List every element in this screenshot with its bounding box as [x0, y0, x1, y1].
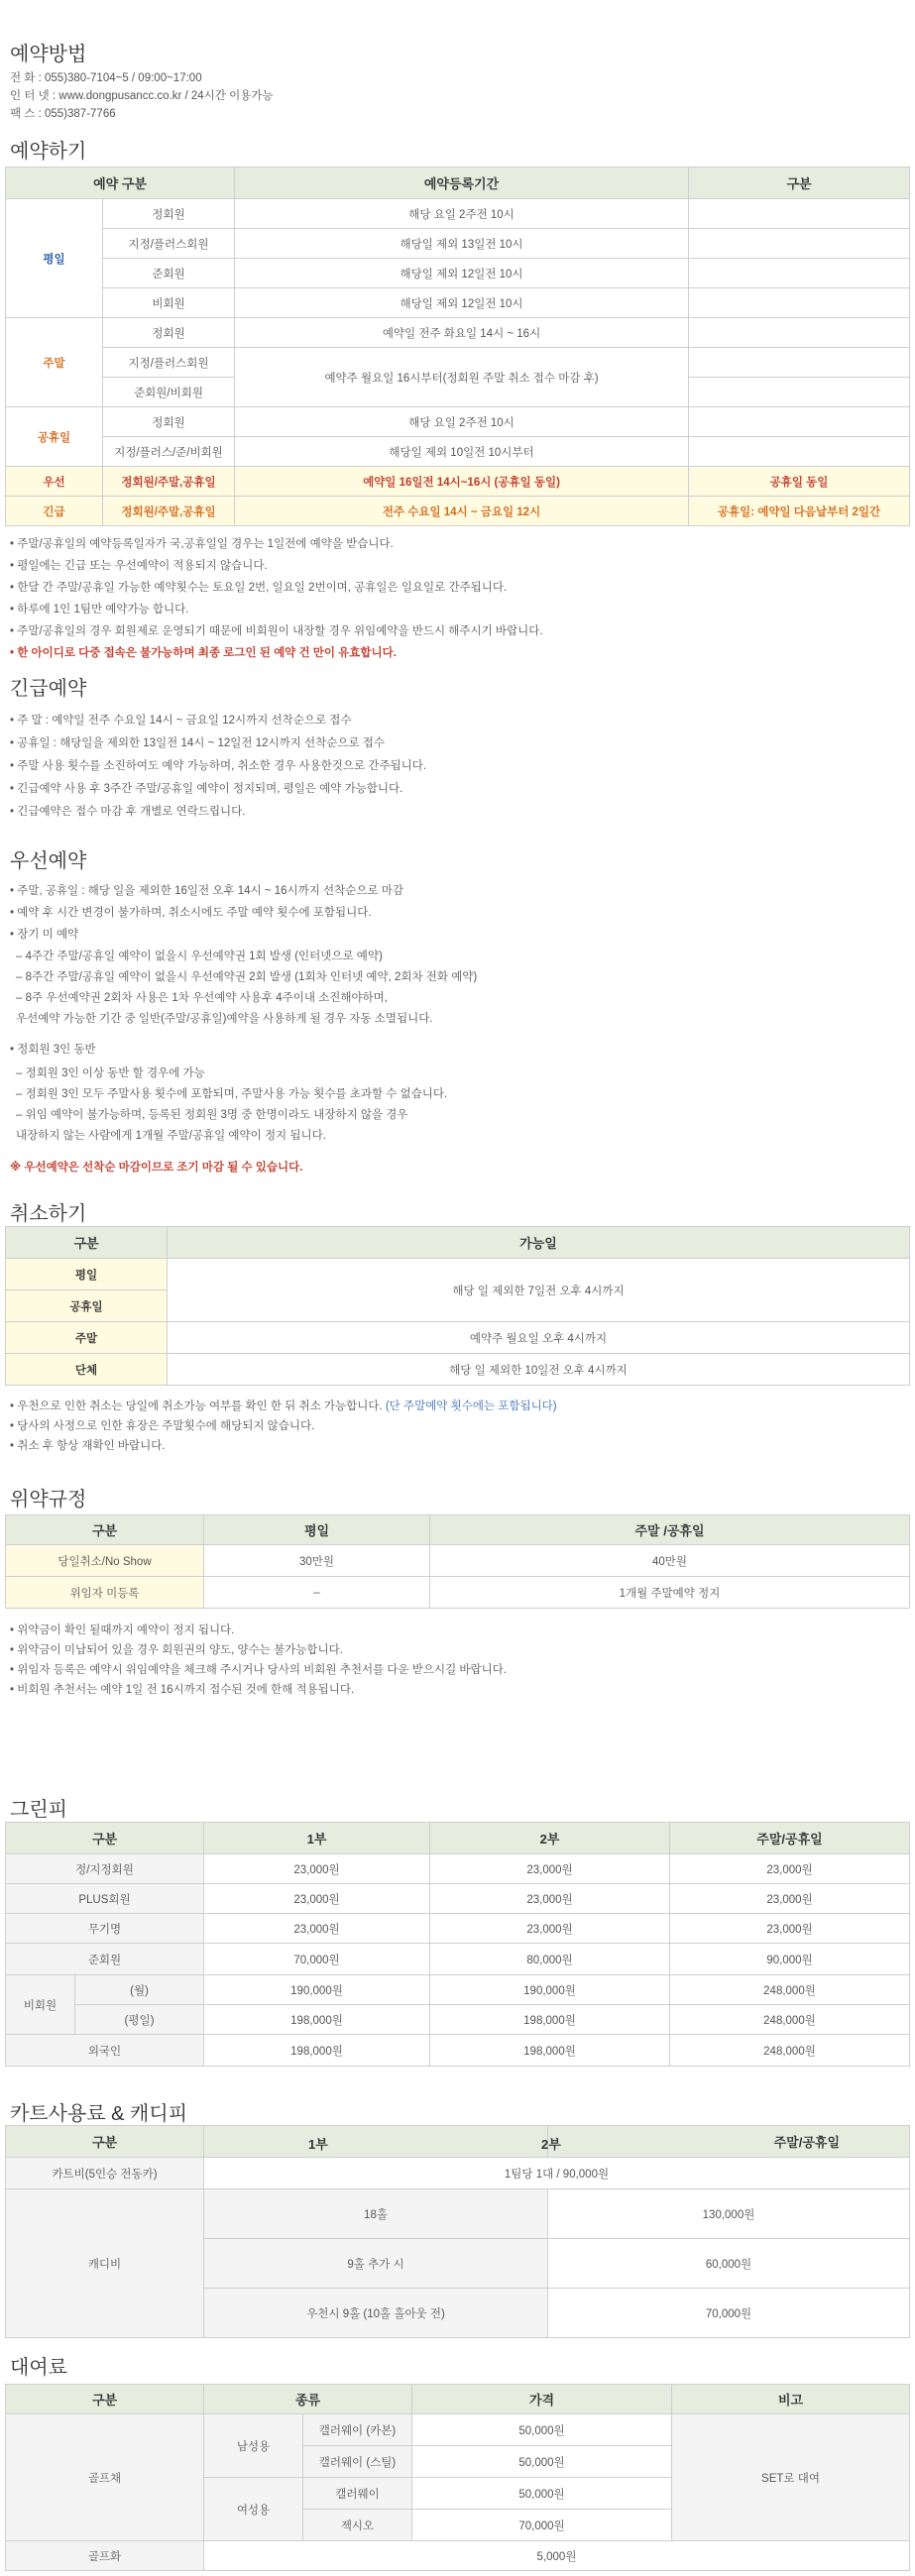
- header-note: 비고: [672, 2385, 910, 2414]
- cell: 지정/플러스회원: [103, 229, 235, 259]
- cell: [689, 378, 910, 407]
- phone-line: 전 화 : 055)380-7104~5 / 09:00~17:00: [10, 72, 202, 84]
- priority-line: – 8주 우선예약권 2회차 사용은 1차 우선예약 사용후 4주이내 소진해야하며,: [16, 992, 388, 1004]
- cell: 248,000원: [670, 1975, 910, 2005]
- cancel-type: 공휴일: [6, 1290, 168, 1322]
- priority-line: • 예약 후 시간 변경이 불가하며, 취소시에도 주말 예약 횟수에 포함됩니다.: [10, 907, 372, 919]
- urgent-line: • 공휴일 : 해당일을 제외한 13일전 14시 ~ 12일전 12시까지 선착순으로 접수: [10, 737, 385, 749]
- group-weekday: 평일: [6, 199, 103, 318]
- cell: 지정/플러스/준/비회원: [103, 437, 235, 467]
- cell: 예약일 전주 화요일 14시 ~ 16시: [235, 318, 689, 348]
- cancel-note-highlight: (단 주말예약 횟수에는 포함됩니다): [385, 1400, 557, 1412]
- cancel-note: • 취소 후 항상 재확인 바랍니다.: [10, 1440, 166, 1452]
- booking-note: • 한달 간 주말/공휴일 가능한 예약횟수는 토요일 2번, 일요일 2번이며, 공휴일은 일요일로 간주됩니다.: [10, 582, 508, 594]
- urgent-line: • 주말 사용 횟수를 소진하여도 예약 가능하며, 취소한 경우 사용한것으로 간주됩니다.: [10, 760, 427, 772]
- caddie-type: 18홀: [204, 2189, 548, 2239]
- cell: 190,000원: [430, 1975, 670, 2005]
- urgent-line: • 주 말 : 예약일 전주 수요일 14시 ~ 금요일 12시까지 선착순으로 접수: [10, 715, 352, 727]
- fee-type: 준회원: [6, 1944, 204, 1975]
- cell: 해당 요일 2주전 10시: [235, 407, 689, 437]
- fee-type: 정/지정회원: [6, 1854, 204, 1884]
- priority-line: – 4주간 주말/공휴일 예약이 없을시 우선예약권 1회 발생 (인터넷으로 예약): [16, 951, 383, 962]
- rental-table: [5, 2384, 910, 2571]
- cancel-type: 단체: [6, 1354, 168, 1386]
- club-price: 50,000원: [412, 2446, 672, 2478]
- cancel-note: • 당사의 사정으로 인한 휴장은 주말횟수에 해당되지 않습니다.: [10, 1420, 315, 1432]
- cell: 정회원/주말,공휴일: [103, 467, 235, 497]
- cell: 248,000원: [670, 2005, 910, 2035]
- cell: 23,000원: [670, 1884, 910, 1914]
- header-weekend: 주말 /공휴일: [430, 1515, 910, 1545]
- cell: 23,000원: [204, 1884, 430, 1914]
- penalty-note: • 위약금이 확인 될때까지 예약이 정지 됩니다.: [10, 1624, 235, 1636]
- cell: 40만원: [430, 1545, 910, 1577]
- cell: 23,000원: [430, 1884, 670, 1914]
- cell: 비회원: [103, 288, 235, 318]
- group-priority: 우선: [6, 467, 103, 497]
- booking-note: • 주말/공휴일의 경우 회원제로 운영되기 때문에 비회원이 내장할 경우 위임예약을 반드시 해주시기 바랍니다.: [10, 625, 543, 637]
- cart-label: 카트비(5인승 전동카): [6, 2158, 204, 2189]
- penalty-table: [5, 1514, 910, 1609]
- penalty-type: 당일취소/No Show: [6, 1545, 204, 1577]
- cart-caddie-table: [5, 2125, 910, 2338]
- cancel-type: 평일: [6, 1259, 168, 1290]
- cell: [689, 437, 910, 467]
- club-name: 캘러웨이 (카본): [303, 2414, 412, 2446]
- urgent-booking-title: 긴급예약: [10, 678, 87, 700]
- cell: 30만원: [204, 1545, 430, 1577]
- cell: –: [204, 1577, 430, 1609]
- cell: 공휴일: 예약일 다음날부터 2일간: [689, 497, 910, 526]
- header-type: 구분: [6, 1823, 204, 1854]
- booking-warning: • 한 아이디로 다중 접속은 불가능하며 최종 로그인 된 예약 건 만이 유효합니다.: [10, 647, 397, 659]
- cell: 전주 수요일 14시 ~ 금요일 12시: [235, 497, 689, 526]
- header-division: 구분: [689, 168, 910, 199]
- booking-note: • 평일에는 긴급 또는 우선예약이 적용되지 않습니다.: [10, 560, 268, 572]
- priority-line: 내장하지 않는 사람에게 1개월 주말/공휴일 예약이 정지 됩니다.: [16, 1130, 326, 1142]
- fee-type: PLUS회원: [6, 1884, 204, 1914]
- cell: [689, 407, 910, 437]
- cell: 70,000원: [204, 1944, 430, 1975]
- priority-line: • 장기 미 예약: [10, 929, 79, 941]
- cell: 정회원: [103, 199, 235, 229]
- cell: 23,000원: [204, 1914, 430, 1944]
- cart-value: 1팀당 1대 / 90,000원: [204, 2158, 910, 2189]
- header-type: 구분: [6, 1227, 168, 1259]
- club-name: 캘러웨이 (스틸): [303, 2446, 412, 2478]
- urgent-line: • 긴급예약 사용 후 3주간 주말/공휴일 예약이 정지되며, 평일은 예약 가능합니다.: [10, 783, 403, 795]
- cancel-type: 주말: [6, 1322, 168, 1354]
- penalty-note: • 비회원 추천서는 예약 1일 전 16시까지 접수된 것에 한해 적용됩니다.: [10, 1684, 355, 1696]
- cell: [689, 348, 910, 378]
- priority-line: • 주말, 공휴일 : 해당 일을 제외한 16일전 오후 14시 ~ 16시까지 선착순으로 마감: [10, 885, 403, 897]
- cell: 23,000원: [204, 1854, 430, 1884]
- cell: 예약주 월요일 16시부터(정회원 주말 취소 접수 마감 후): [235, 348, 689, 407]
- caddie-type: 9홀 추가 시: [204, 2239, 548, 2289]
- booking-note: • 하루에 1인 1팀만 예약가능 합니다.: [10, 604, 189, 616]
- caddie-value: 70,000원: [548, 2289, 910, 2338]
- header-price: 가격: [412, 2385, 672, 2414]
- header-weekend: 주말/공휴일: [548, 2126, 910, 2158]
- urgent-line: • 긴급예약은 접수 마감 후 개별로 연락드립니다.: [10, 806, 246, 818]
- group-urgent: 긴급: [6, 497, 103, 526]
- header-booking-period: 예약등록기간: [235, 168, 689, 199]
- penalty-note: • 위약금이 미납되어 있을 경우 회원권의 양도, 양수는 불가능합니다.: [10, 1644, 343, 1656]
- club-name: 캘러웨이: [303, 2478, 412, 2510]
- cell: [689, 259, 910, 288]
- header-part1: 1부: [204, 1823, 430, 1854]
- header-booking-type: 예약 구분: [6, 168, 235, 199]
- green-fee-table: [5, 1822, 910, 2067]
- fax-line: 팩 스 : 055)387-7766: [10, 108, 116, 120]
- rental-title: 대여료: [10, 2357, 67, 2379]
- caddie-type: 우천시 9홀 (10홀 홀아웃 전): [204, 2289, 548, 2338]
- cell: 198,000원: [204, 2005, 430, 2035]
- header-type: 구분: [6, 2126, 204, 2158]
- caddie-label: 캐디비: [6, 2189, 204, 2338]
- header-part2-label: 2부: [541, 2137, 561, 2152]
- fee-type: 무기명: [6, 1914, 204, 1944]
- cell: 예약일 16일전 14시~16시 (공휴일 동일): [235, 467, 689, 497]
- header-part1-label: 1부: [308, 2137, 328, 2152]
- header-part2: 2부: [430, 1823, 670, 1854]
- cell: 248,000원: [670, 2035, 910, 2067]
- cell: 정회원: [103, 318, 235, 348]
- fee-type: 비회원: [6, 1975, 75, 2035]
- header-weekend: 주말/공휴일: [670, 1823, 910, 1854]
- cancel-value: 예약주 월요일 오후 4시까지: [168, 1322, 910, 1354]
- cell: 공휴일 동일: [689, 467, 910, 497]
- cancel-value: 해당 일 제외한 7일전 오후 4시까지: [168, 1259, 910, 1322]
- group-weekend: 주말: [6, 318, 103, 407]
- caddie-value: 130,000원: [548, 2189, 910, 2239]
- cell: 198,000원: [204, 2035, 430, 2067]
- cell: 해당일 제외 12일전 10시: [235, 259, 689, 288]
- cell: [689, 229, 910, 259]
- cancel-note: [10, 1398, 557, 1413]
- club-name: 젝시오: [303, 2510, 412, 2541]
- priority-line: – 8주간 주말/공휴일 예약이 없을시 우선예약권 2회 발생 (1회차 인터넷 예약, 2회차 전화 예약): [16, 971, 478, 983]
- cell: 23,000원: [670, 1914, 910, 1944]
- cell: 198,000원: [430, 2005, 670, 2035]
- internet-line: 인 터 넷 : www.dongpusancc.co.kr / 24시간 이용가능: [10, 90, 274, 102]
- priority-line: – 정회원 3인 이상 동반 할 경우에 가능: [16, 1067, 205, 1079]
- header-type: 구분: [6, 1515, 204, 1545]
- cell: 23,000원: [430, 1854, 670, 1884]
- cell: 정회원: [103, 407, 235, 437]
- booking-title: 예약하기: [10, 141, 87, 163]
- club-price: 50,000원: [412, 2414, 672, 2446]
- cancellation-title: 취소하기: [10, 1203, 87, 1225]
- shoes-price: 5,000원: [204, 2541, 910, 2571]
- priority-line: 우선예약 가능한 기간 중 일반(주말/공휴일)예약을 사용하게 될 경우 자동 소멸됩니다.: [16, 1013, 433, 1025]
- header-available-date: 가능일: [168, 1227, 910, 1259]
- cart-caddie-title: 카트사용료 & 캐디피: [10, 2103, 188, 2125]
- green-fee-title: 그린피: [10, 1799, 67, 1821]
- penalty-type: 위임자 미등록: [6, 1577, 204, 1609]
- booking-note: • 주말/공휴일의 예약등록일자가 국,공휴일일 경우는 1일전에 예약을 받습니다.: [10, 538, 394, 550]
- header-kind: 종류: [204, 2385, 412, 2414]
- header-part1: [204, 2126, 561, 2158]
- cell: 지정/플러스회원: [103, 348, 235, 378]
- club-price: 50,000원: [412, 2478, 672, 2510]
- shoes-label: 골프화: [6, 2541, 204, 2571]
- cell: 1개월 주말예약 정지: [430, 1577, 910, 1609]
- cell: [689, 318, 910, 348]
- women-label: 여성용: [204, 2478, 303, 2541]
- priority-booking-title: 우선예약: [10, 850, 87, 872]
- cell: 준회원: [103, 259, 235, 288]
- priority-warning: ※ 우선예약은 선착순 마감이므로 조기 마감 될 수 있습니다.: [10, 1162, 303, 1174]
- cell: 정회원/주말,공휴일: [103, 497, 235, 526]
- cell: 80,000원: [430, 1944, 670, 1975]
- cell: 23,000원: [430, 1914, 670, 1944]
- cell: 해당일 제외 12일전 10시: [235, 288, 689, 318]
- priority-line: – 정회원 3인 모두 주말사용 횟수에 포함되며, 주말사용 가능 횟수를 초과할 수 없습니다.: [16, 1088, 448, 1100]
- caddie-value: 60,000원: [548, 2239, 910, 2289]
- cancel-note-text: • 우천으로 인한 취소는 당일에 취소가능 여부를 확인 한 뒤 취소 가능합니다.: [10, 1400, 383, 1412]
- reservation-method-title: 예약방법: [10, 44, 87, 65]
- cell: 해당 요일 2주전 10시: [235, 199, 689, 229]
- fee-subtype: (월): [75, 1975, 204, 2005]
- priority-line: • 정회원 3인 동반: [10, 1044, 96, 1056]
- cancel-value: 해당 일 제외한 10일전 오후 4시까지: [168, 1354, 910, 1386]
- cell: 90,000원: [670, 1944, 910, 1975]
- set-note: SET로 대여: [672, 2414, 910, 2541]
- cell: 해당일 제외 10일전 10시부터: [235, 437, 689, 467]
- cell: [689, 199, 910, 229]
- cell: 해당일 제외 13일전 10시: [235, 229, 689, 259]
- club-label: 골프채: [6, 2414, 204, 2541]
- group-holiday: 공휴일: [6, 407, 103, 467]
- men-label: 남성용: [204, 2414, 303, 2478]
- cell: 198,000원: [430, 2035, 670, 2067]
- header-weekday: 평일: [204, 1515, 430, 1545]
- fee-type: 외국인: [6, 2035, 204, 2067]
- penalty-note: • 위임자 등록은 예약시 위임예약을 체크해 주시거나 당사의 비회원 추천서를 다운 받으시길 바랍니다.: [10, 1664, 508, 1676]
- cell: 190,000원: [204, 1975, 430, 2005]
- cancellation-table: [5, 1226, 910, 1386]
- fee-subtype: (평일): [75, 2005, 204, 2035]
- priority-line: – 위임 예약이 불가능하며, 등록된 정회원 3명 중 한명이라도 내장하지 않을 경우: [16, 1109, 408, 1121]
- booking-table: [5, 167, 910, 526]
- cell: [689, 288, 910, 318]
- club-price: 70,000원: [412, 2510, 672, 2541]
- cell: 23,000원: [670, 1854, 910, 1884]
- cell: 준회원/비회원: [103, 378, 235, 407]
- penalty-title: 위약규정: [10, 1489, 87, 1511]
- header-type: 구분: [6, 2385, 204, 2414]
